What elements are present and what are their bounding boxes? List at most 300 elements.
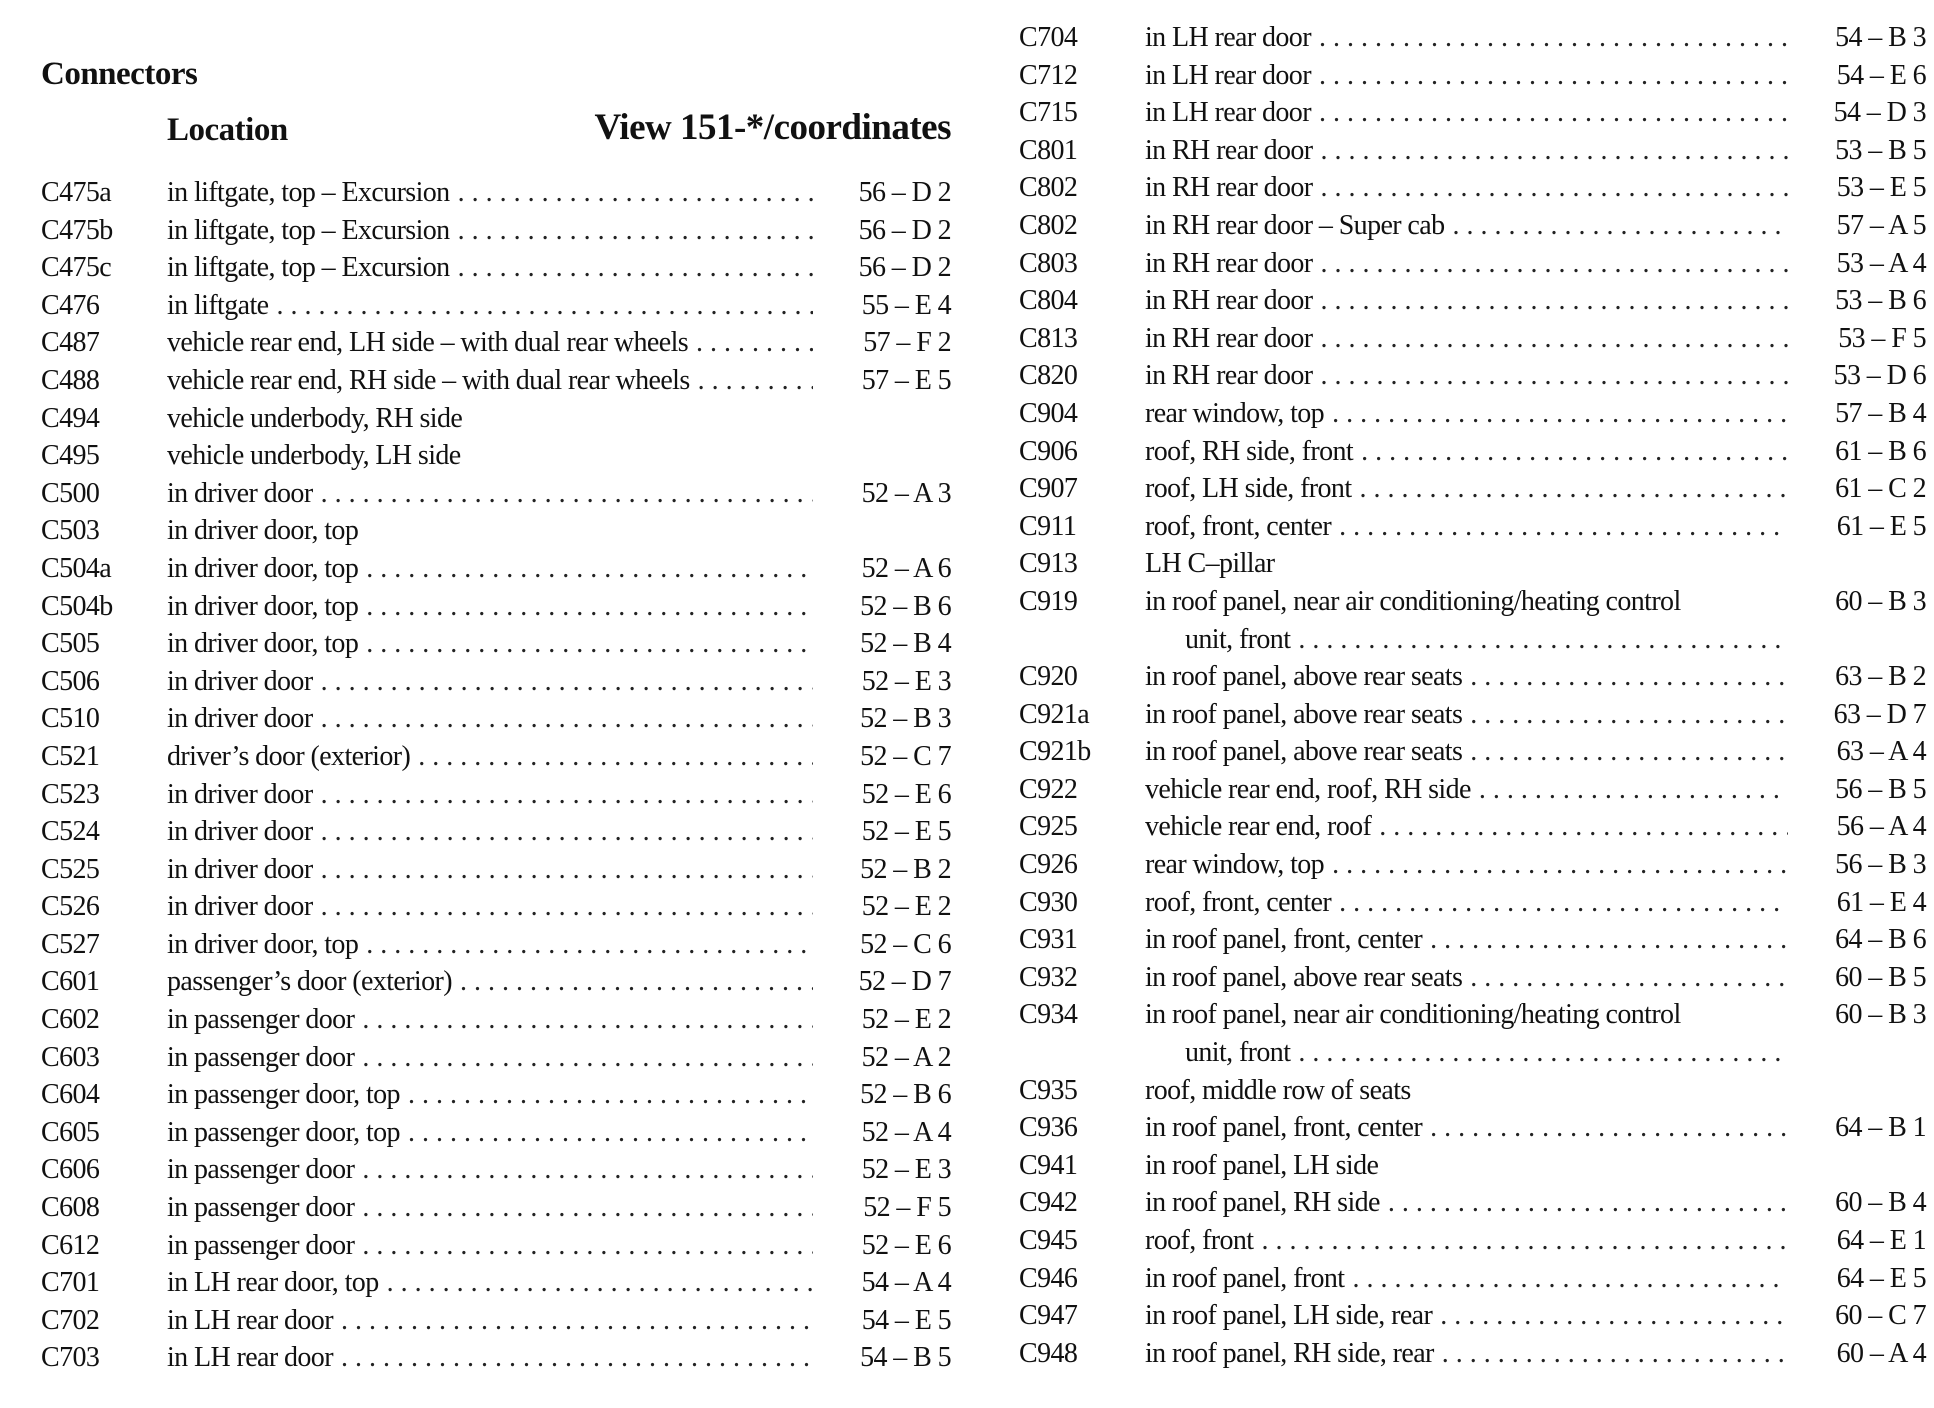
connector-row bbox=[41, 212, 951, 250]
connector-code: C801 bbox=[1019, 134, 1078, 166]
connector-location: in LH rear door bbox=[1145, 97, 1311, 129]
connector-coordinates: 52 – E 2 bbox=[861, 891, 951, 923]
connector-coordinates: 56 – B 5 bbox=[1835, 773, 1926, 805]
connector-location: in roof panel, RH side, rear bbox=[1145, 1337, 1434, 1369]
dot-leader bbox=[362, 1039, 813, 1077]
connector-location: in passenger door bbox=[167, 1229, 355, 1261]
connector-coordinates: 54 – A 4 bbox=[861, 1267, 951, 1299]
dot-leader bbox=[1319, 57, 1788, 95]
connector-code: C524 bbox=[41, 816, 100, 848]
dot-leader bbox=[1321, 132, 1788, 170]
connector-row bbox=[1019, 658, 1926, 696]
connector-location: in driver door bbox=[167, 853, 313, 885]
connector-row bbox=[41, 1227, 951, 1265]
connector-location: rear window, top bbox=[1145, 397, 1325, 429]
connector-code: C475b bbox=[41, 214, 113, 246]
connector-location: in driver door, top bbox=[167, 552, 359, 584]
connector-coordinates: 54 – B 5 bbox=[860, 1342, 951, 1374]
connector-coordinates: 57 – B 4 bbox=[1835, 397, 1926, 429]
dot-leader bbox=[1298, 1034, 1788, 1072]
dot-leader bbox=[366, 926, 813, 964]
connector-coordinates: 56 – B 3 bbox=[1835, 849, 1926, 881]
dot-leader bbox=[1470, 959, 1788, 997]
connector-list-right bbox=[1019, 19, 1926, 1372]
connector-row bbox=[41, 362, 951, 400]
connector-code: C604 bbox=[41, 1079, 100, 1111]
connector-location: in driver door bbox=[167, 665, 313, 697]
connector-row bbox=[41, 1151, 951, 1189]
connector-code: C921b bbox=[1019, 736, 1091, 768]
connector-location: in roof panel, above rear seats bbox=[1145, 698, 1463, 730]
connector-row bbox=[1019, 433, 1926, 471]
connector-row bbox=[41, 1339, 951, 1377]
dot-leader bbox=[1470, 733, 1788, 771]
connector-row bbox=[1019, 1222, 1926, 1260]
connector-code: C934 bbox=[1019, 999, 1078, 1031]
connector-code: C487 bbox=[41, 327, 100, 359]
dot-leader bbox=[1479, 771, 1788, 809]
connector-location: in driver door bbox=[167, 477, 313, 509]
connector-code: C919 bbox=[1019, 585, 1078, 617]
connector-code: C505 bbox=[41, 628, 100, 660]
connector-coordinates: 52 – B 3 bbox=[860, 703, 951, 735]
dot-leader bbox=[408, 1076, 813, 1114]
dot-leader bbox=[698, 362, 813, 400]
dot-leader bbox=[321, 813, 813, 851]
connector-coordinates: 57 – F 2 bbox=[863, 327, 951, 359]
connector-location: in LH rear door bbox=[167, 1304, 333, 1336]
connector-coordinates: 64 – B 1 bbox=[1835, 1112, 1926, 1144]
connector-coordinates: 52 – E 6 bbox=[861, 778, 951, 810]
connector-row bbox=[41, 400, 951, 438]
connector-location: in roof panel, above rear seats bbox=[1145, 661, 1463, 693]
dot-leader bbox=[321, 663, 813, 701]
connector-coordinates: 56 – D 2 bbox=[858, 214, 951, 246]
connector-code: C715 bbox=[1019, 97, 1078, 129]
connector-coordinates: 64 – E 1 bbox=[1836, 1225, 1926, 1256]
dot-leader bbox=[418, 738, 813, 776]
connector-coordinates: 54 – E 5 bbox=[861, 1304, 951, 1336]
connector-location: in RH rear door – Super cab bbox=[1145, 209, 1445, 241]
connector-coordinates: 52 – E 3 bbox=[861, 665, 951, 697]
connector-code: C601 bbox=[41, 966, 100, 998]
connector-location: in roof panel, near air conditioning/heating control bbox=[1145, 999, 1681, 1031]
dot-leader bbox=[1470, 696, 1788, 734]
connector-row bbox=[41, 926, 951, 964]
connector-location: in liftgate bbox=[167, 289, 269, 321]
dot-leader bbox=[1332, 395, 1788, 433]
connector-location: in LH rear door bbox=[1145, 22, 1311, 53]
connector-location: in RH rear door bbox=[1145, 134, 1313, 166]
connector-location: in roof panel, above rear seats bbox=[1145, 961, 1463, 993]
connector-row bbox=[1019, 245, 1926, 283]
connector-code: C945 bbox=[1019, 1225, 1078, 1256]
dot-leader bbox=[341, 1339, 813, 1377]
connector-location: in passenger door, top bbox=[167, 1079, 400, 1111]
dot-leader bbox=[1321, 169, 1788, 207]
connector-code: C921a bbox=[1019, 698, 1090, 730]
dot-leader bbox=[321, 475, 813, 513]
connector-location: in roof panel, above rear seats bbox=[1145, 736, 1463, 768]
connector-code: C907 bbox=[1019, 473, 1078, 505]
connector-coordinates: 52 – A 6 bbox=[861, 552, 951, 584]
dot-leader bbox=[1440, 1297, 1788, 1335]
connector-coordinates: 63 – A 4 bbox=[1836, 736, 1926, 768]
connector-location: vehicle rear end, roof bbox=[1145, 811, 1372, 843]
connector-location: roof, front, center bbox=[1145, 510, 1332, 542]
dot-leader bbox=[321, 851, 813, 889]
connector-row bbox=[1019, 1184, 1926, 1222]
connector-code: C503 bbox=[41, 515, 100, 547]
connector-code: C500 bbox=[41, 477, 100, 509]
connector-location: in roof panel, LH side, rear bbox=[1145, 1300, 1433, 1332]
connector-coordinates: 52 – B 6 bbox=[860, 1079, 951, 1111]
dot-leader bbox=[276, 287, 813, 325]
dot-leader bbox=[1332, 846, 1788, 884]
connector-coordinates: 52 – B 2 bbox=[860, 853, 951, 885]
connector-code: C525 bbox=[41, 853, 100, 885]
connector-coordinates: 55 – E 4 bbox=[861, 289, 951, 321]
connector-row bbox=[1019, 508, 1926, 546]
connector-row bbox=[1019, 357, 1926, 395]
dot-leader bbox=[362, 1227, 813, 1265]
connector-location: in LH rear door bbox=[167, 1342, 333, 1374]
connector-row bbox=[41, 1039, 951, 1077]
connector-row bbox=[1019, 395, 1926, 433]
connector-location: in RH rear door bbox=[1145, 247, 1313, 279]
connector-location: in driver door, top bbox=[167, 928, 359, 960]
dot-leader bbox=[1261, 1222, 1788, 1260]
connector-code: C495 bbox=[41, 440, 100, 472]
connector-location: vehicle underbody, RH side bbox=[167, 402, 463, 434]
connector-code: C942 bbox=[1019, 1187, 1078, 1219]
connector-location: vehicle rear end, LH side – with dual rear wheels bbox=[167, 327, 689, 359]
connector-location: in passenger door bbox=[167, 1004, 355, 1036]
connector-row bbox=[1019, 19, 1926, 57]
connector-coordinates: 53 – A 4 bbox=[1836, 247, 1926, 279]
connector-row bbox=[41, 174, 951, 212]
connector-row bbox=[1019, 320, 1926, 358]
connector-code: C941 bbox=[1019, 1149, 1078, 1181]
dot-leader bbox=[458, 249, 813, 287]
connector-row bbox=[41, 888, 951, 926]
connector-row bbox=[1019, 169, 1926, 207]
connector-code: C527 bbox=[41, 928, 100, 960]
connector-coordinates: 54 – B 3 bbox=[1835, 22, 1926, 53]
connector-row bbox=[41, 700, 951, 738]
connector-coordinates: 56 – D 2 bbox=[858, 252, 951, 284]
connector-row bbox=[1019, 470, 1926, 508]
connector-code: C804 bbox=[1019, 285, 1078, 317]
connector-code: C932 bbox=[1019, 961, 1078, 993]
connector-row bbox=[41, 738, 951, 776]
connector-row bbox=[1019, 545, 1926, 583]
connector-coordinates: 60 – C 7 bbox=[1835, 1300, 1926, 1332]
connector-coordinates: 52 – B 4 bbox=[860, 628, 951, 660]
connector-code: C475a bbox=[41, 177, 112, 208]
connector-code: C936 bbox=[1019, 1112, 1078, 1144]
connector-row bbox=[1019, 959, 1926, 997]
dot-leader bbox=[1321, 282, 1788, 320]
connector-row bbox=[41, 625, 951, 663]
connector-row bbox=[1019, 884, 1926, 922]
dot-leader bbox=[366, 625, 813, 663]
connector-row bbox=[1019, 1109, 1926, 1147]
dot-leader bbox=[362, 1189, 813, 1227]
connector-location: roof, front bbox=[1145, 1225, 1254, 1256]
connector-row bbox=[41, 287, 951, 325]
connector-location: in driver door, top bbox=[167, 628, 359, 660]
connector-row bbox=[1019, 771, 1926, 809]
connector-location: roof, front, center bbox=[1145, 886, 1332, 918]
connector-row-continuation bbox=[1019, 1034, 1926, 1072]
connector-code: C703 bbox=[41, 1342, 100, 1374]
dot-leader bbox=[1339, 884, 1788, 922]
dot-leader bbox=[366, 550, 813, 588]
connector-location: in roof panel, front, center bbox=[1145, 924, 1423, 956]
connector-code: C504a bbox=[41, 552, 112, 584]
connector-location: in roof panel, front bbox=[1145, 1262, 1345, 1294]
connector-row bbox=[41, 851, 951, 889]
dot-leader bbox=[1319, 19, 1788, 57]
dot-leader bbox=[1360, 470, 1788, 508]
dot-leader bbox=[321, 888, 813, 926]
connector-row bbox=[41, 249, 951, 287]
dot-leader bbox=[1388, 1184, 1788, 1222]
connector-code: C476 bbox=[41, 289, 100, 321]
dot-leader bbox=[321, 776, 813, 814]
connector-code: C475c bbox=[41, 252, 112, 284]
location-column-header: Location bbox=[167, 112, 288, 148]
connector-coordinates: 52 – E 3 bbox=[861, 1154, 951, 1186]
dot-leader bbox=[1353, 1260, 1789, 1298]
connector-location: in roof panel, LH side bbox=[1145, 1149, 1379, 1181]
connector-location: in passenger door bbox=[167, 1154, 355, 1186]
connector-coordinates: 63 – B 2 bbox=[1835, 661, 1926, 693]
connector-row bbox=[41, 963, 951, 1001]
dot-leader bbox=[1339, 508, 1788, 546]
connector-coordinates: 52 – E 2 bbox=[861, 1004, 951, 1036]
connector-location-continued: unit, front bbox=[1185, 1037, 1291, 1069]
connector-coordinates: 52 – A 4 bbox=[861, 1116, 951, 1148]
connector-location: in roof panel, near air conditioning/heating control bbox=[1145, 585, 1681, 617]
connector-code: C608 bbox=[41, 1192, 100, 1224]
connector-code: C712 bbox=[1019, 59, 1078, 91]
connector-location: in driver door bbox=[167, 778, 313, 810]
connector-location: in passenger door, top bbox=[167, 1116, 400, 1148]
connector-coordinates: 57 – E 5 bbox=[861, 364, 951, 396]
connector-location: in RH rear door bbox=[1145, 360, 1313, 392]
connector-coordinates: 56 – A 4 bbox=[1836, 811, 1926, 843]
connector-row bbox=[41, 1264, 951, 1302]
connector-coordinates: 52 – C 6 bbox=[860, 928, 951, 960]
connector-row-continuation bbox=[1019, 621, 1926, 659]
connector-row bbox=[1019, 996, 1926, 1034]
connector-coordinates: 53 – E 5 bbox=[1836, 172, 1926, 204]
connector-code: C612 bbox=[41, 1229, 100, 1261]
connector-coordinates: 53 – D 6 bbox=[1833, 360, 1926, 392]
connector-coordinates: 53 – F 5 bbox=[1838, 322, 1926, 354]
connector-code: C605 bbox=[41, 1116, 100, 1148]
connector-location: in driver door, top bbox=[167, 515, 359, 547]
connector-code: C820 bbox=[1019, 360, 1078, 392]
dot-leader bbox=[696, 324, 813, 362]
connector-code: C922 bbox=[1019, 773, 1078, 805]
connector-coordinates: 60 – B 3 bbox=[1835, 585, 1926, 617]
connector-row bbox=[41, 1001, 951, 1039]
dot-leader bbox=[1430, 1109, 1788, 1147]
connector-coordinates: 61 – C 2 bbox=[1835, 473, 1926, 505]
connector-row bbox=[1019, 207, 1926, 245]
connector-code: C926 bbox=[1019, 849, 1078, 881]
connector-coordinates: 57 – A 5 bbox=[1836, 209, 1926, 241]
connector-location-continued: unit, front bbox=[1185, 623, 1291, 655]
connector-code: C802 bbox=[1019, 209, 1078, 241]
connector-location: in LH rear door, top bbox=[167, 1267, 379, 1299]
connector-coordinates: 52 – E 5 bbox=[861, 816, 951, 848]
view-coordinates-column-header: View 151-*/coordinates bbox=[594, 107, 951, 148]
dot-leader bbox=[1452, 207, 1788, 245]
connector-list-left bbox=[41, 174, 951, 1377]
connector-code: C948 bbox=[1019, 1337, 1078, 1369]
connector-code: C813 bbox=[1019, 322, 1078, 354]
connector-location: vehicle rear end, roof, RH side bbox=[1145, 773, 1471, 805]
connector-code: C701 bbox=[41, 1267, 100, 1299]
connector-row bbox=[1019, 1335, 1926, 1373]
connector-coordinates: 53 – B 5 bbox=[1835, 134, 1926, 166]
connector-location: vehicle rear end, RH side – with dual rear wheels bbox=[167, 364, 690, 396]
connector-coordinates: 61 – B 6 bbox=[1835, 435, 1926, 467]
connector-row bbox=[1019, 132, 1926, 170]
connector-coordinates: 52 – E 6 bbox=[861, 1229, 951, 1261]
dot-leader bbox=[387, 1264, 813, 1302]
connector-coordinates: 52 – A 2 bbox=[861, 1041, 951, 1073]
connector-location: in liftgate, top – Excursion bbox=[167, 177, 450, 208]
dot-leader bbox=[1430, 921, 1788, 959]
connector-code: C526 bbox=[41, 891, 100, 923]
connector-coordinates: 52 – D 7 bbox=[858, 966, 951, 998]
dot-leader bbox=[1470, 658, 1788, 696]
connector-row bbox=[41, 324, 951, 362]
connector-code: C911 bbox=[1019, 510, 1077, 542]
connector-row bbox=[1019, 733, 1926, 771]
connector-code: C702 bbox=[41, 1304, 100, 1336]
connector-row bbox=[41, 663, 951, 701]
connector-code: C488 bbox=[41, 364, 100, 396]
dot-leader bbox=[1321, 320, 1788, 358]
connector-code: C946 bbox=[1019, 1262, 1078, 1294]
connector-row bbox=[41, 550, 951, 588]
connector-code: C510 bbox=[41, 703, 100, 735]
connector-location: rear window, top bbox=[1145, 849, 1325, 881]
connector-location: vehicle underbody, LH side bbox=[167, 440, 461, 472]
connector-location: in LH rear door bbox=[1145, 59, 1311, 91]
connector-code: C504b bbox=[41, 590, 113, 622]
connector-row bbox=[1019, 1297, 1926, 1335]
connector-coordinates: 60 – A 4 bbox=[1836, 1337, 1926, 1369]
connector-coordinates: 52 – C 7 bbox=[860, 740, 951, 772]
connector-location: in roof panel, front, center bbox=[1145, 1112, 1423, 1144]
connector-coordinates: 52 – F 5 bbox=[863, 1192, 951, 1224]
connector-coordinates: 64 – E 5 bbox=[1836, 1262, 1926, 1294]
connector-row bbox=[41, 1189, 951, 1227]
connector-code: C904 bbox=[1019, 397, 1078, 429]
connector-location: in RH rear door bbox=[1145, 322, 1313, 354]
dot-leader bbox=[362, 1001, 813, 1039]
connector-row bbox=[41, 813, 951, 851]
connector-row bbox=[41, 437, 951, 475]
connector-row bbox=[41, 475, 951, 513]
connector-row bbox=[1019, 583, 1926, 621]
connector-code: C523 bbox=[41, 778, 100, 810]
dot-leader bbox=[1321, 357, 1788, 395]
connector-location: in passenger door bbox=[167, 1041, 355, 1073]
dot-leader bbox=[1379, 808, 1788, 846]
connector-row bbox=[1019, 57, 1926, 95]
connector-location: in RH rear door bbox=[1145, 285, 1313, 317]
dot-leader bbox=[408, 1114, 813, 1152]
connector-location: in driver door bbox=[167, 891, 313, 923]
connector-coordinates: 64 – B 6 bbox=[1835, 924, 1926, 956]
connector-row bbox=[41, 1302, 951, 1340]
connector-row bbox=[1019, 1072, 1926, 1110]
connector-code: C920 bbox=[1019, 661, 1078, 693]
connector-coordinates: 56 – D 2 bbox=[858, 177, 951, 208]
connector-code: C913 bbox=[1019, 548, 1078, 580]
connector-location: in driver door, top bbox=[167, 590, 359, 622]
connector-row bbox=[41, 776, 951, 814]
connector-code: C802 bbox=[1019, 172, 1078, 204]
connector-location: in roof panel, RH side bbox=[1145, 1187, 1380, 1219]
dot-leader bbox=[321, 700, 813, 738]
connector-row bbox=[1019, 846, 1926, 884]
connector-row bbox=[41, 1114, 951, 1152]
connector-location: in liftgate, top – Excursion bbox=[167, 214, 450, 246]
connector-location: in driver door bbox=[167, 703, 313, 735]
connector-location: in RH rear door bbox=[1145, 172, 1313, 204]
dot-leader bbox=[366, 588, 813, 626]
connector-row bbox=[41, 512, 951, 550]
connector-coordinates: 52 – B 6 bbox=[860, 590, 951, 622]
connector-code: C603 bbox=[41, 1041, 100, 1073]
connector-row bbox=[41, 1076, 951, 1114]
connector-code: C935 bbox=[1019, 1074, 1078, 1106]
connector-location: in driver door bbox=[167, 816, 313, 848]
dot-leader bbox=[458, 174, 813, 212]
connector-coordinates: 60 – B 4 bbox=[1835, 1187, 1926, 1219]
connector-code: C906 bbox=[1019, 435, 1078, 467]
connector-code: C704 bbox=[1019, 22, 1078, 53]
dot-leader bbox=[341, 1302, 813, 1340]
connector-row bbox=[1019, 696, 1926, 734]
connector-coordinates: 61 – E 4 bbox=[1836, 886, 1926, 918]
connector-coordinates: 53 – B 6 bbox=[1835, 285, 1926, 317]
dot-leader bbox=[460, 963, 813, 1001]
connector-code: C606 bbox=[41, 1154, 100, 1186]
dot-leader bbox=[1319, 94, 1788, 132]
connector-location: roof, middle row of seats bbox=[1145, 1074, 1411, 1106]
connector-coordinates: 63 – D 7 bbox=[1833, 698, 1926, 730]
connector-row bbox=[1019, 808, 1926, 846]
connector-coordinates: 54 – E 6 bbox=[1836, 59, 1926, 91]
section-title: Connectors bbox=[41, 56, 198, 92]
connector-code: C947 bbox=[1019, 1300, 1078, 1332]
connector-code: C925 bbox=[1019, 811, 1078, 843]
dot-leader bbox=[1361, 433, 1788, 471]
connector-coordinates: 60 – B 5 bbox=[1835, 961, 1926, 993]
connector-coordinates: 52 – A 3 bbox=[861, 477, 951, 509]
connector-row bbox=[1019, 1260, 1926, 1298]
